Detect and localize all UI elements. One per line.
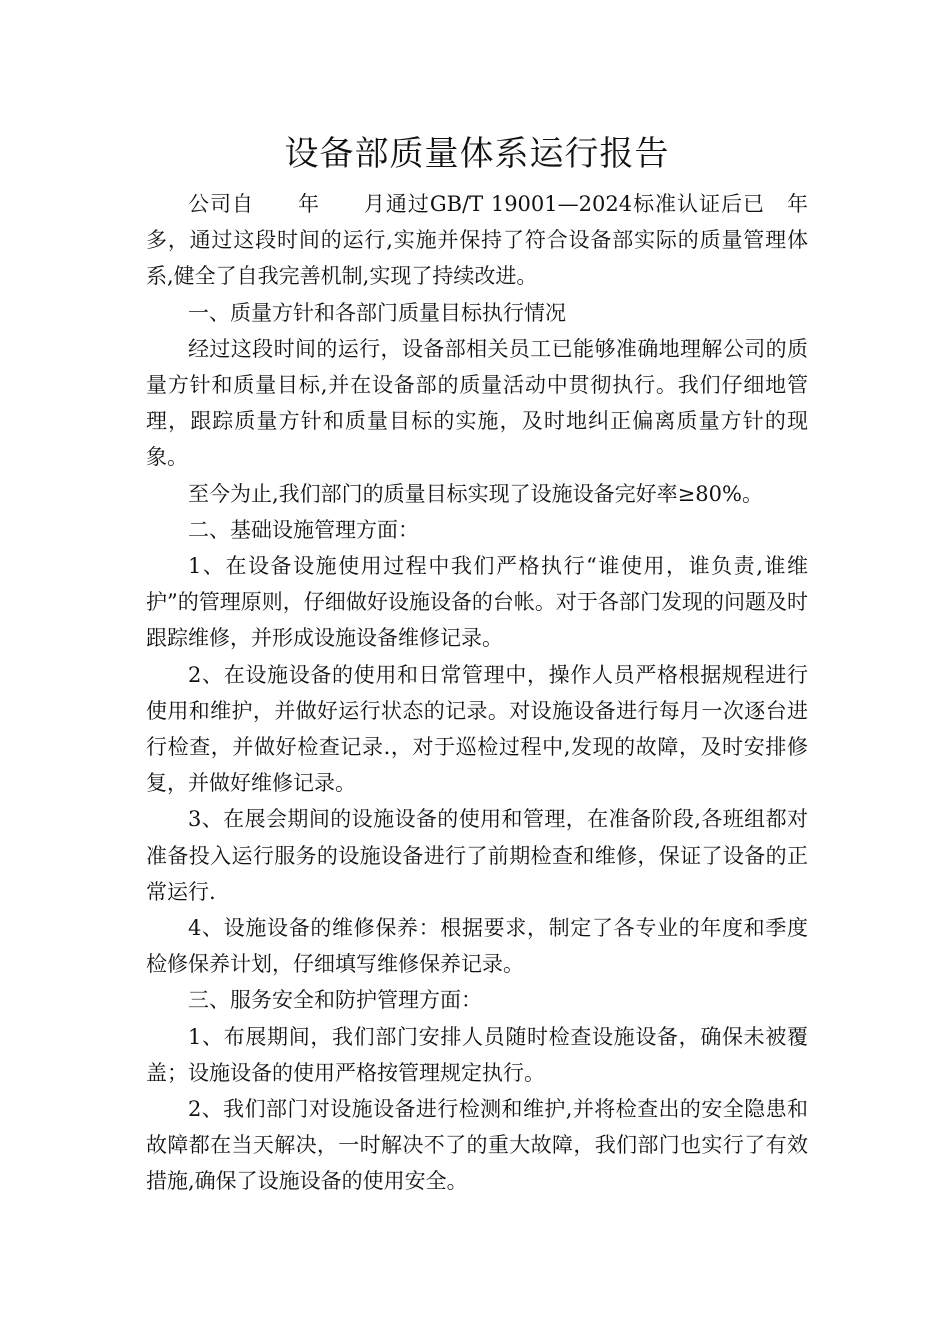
- section-2-item-1: 1、在设备设施使用过程中我们严格执行“谁使用，谁负责,谁维护”的管理原则，仔细做好设施设备的台帐。对于各部门发现的问题及时跟踪维修，并形成设施设备维修记录。: [146, 554, 808, 651]
- intro-paragraph: 公司自 年 月通过GB/T 19001—2024标准认证后已 年多，通过这段时间的运行,实施并保持了符合设备部实际的质量管理体系,健全了自我完善机制,实现了持续改进。: [146, 192, 808, 289]
- section-2-item-4: 4、设施设备的维修保养：根据要求，制定了各专业的年度和季度检修保养计划，仔细填写维修保养记录。: [146, 916, 808, 977]
- section-2-item-2: 2、在设施设备的使用和日常管理中，操作人员严格根据规程进行使用和维护，并做好运行状态的记录。对设施设备进行每月一次逐台进行检查，并做好检查记录.，对于巡检过程中,发现的故障，及时安排修复，并做好维修记录。: [146, 662, 808, 796]
- section-heading-2: 二、基础设施管理方面：: [188, 517, 419, 542]
- document-page: [146, 128, 808, 1200]
- section-1-target-paragraph: 至今为止,我们部门的质量目标实现了设施设备完好率≥80%。: [188, 481, 763, 506]
- section-1-paragraph: 经过这段时间的运行，设备部相关员工已能够准确地理解公司的质量方针和质量目标,并在设备部的质量活动中贯彻执行。我们仔细地管理，跟踪质量方针和质量目标的实施，及时地纠正偏离质量方针的现象。: [146, 336, 808, 470]
- section-heading-1: 一、质量方针和各部门质量目标执行情况: [188, 300, 566, 325]
- section-3-item-1: 1、布展期间，我们部门安排人员随时检查设施设备，确保未被覆盖；设施设备的使用严格按管理规定执行。: [146, 1024, 808, 1085]
- section-heading-3: 三、服务安全和防护管理方面：: [188, 988, 482, 1013]
- document-title: 设备部质量体系运行报告: [284, 134, 670, 174]
- section-2-item-3: 3、在展会期间的设施设备的使用和管理，在准备阶段,各班组都对准备投入运行服务的设施设备进行了前期检查和维修，保证了设备的正常运行.: [146, 807, 808, 904]
- section-3-item-2: 2、我们部门对设施设备进行检测和维护,并将检查出的安全隐患和故障都在当天解决，一时解决不了的重大故障，我们部门也实行了有效措施,确保了设施设备的使用安全。: [146, 1097, 808, 1194]
